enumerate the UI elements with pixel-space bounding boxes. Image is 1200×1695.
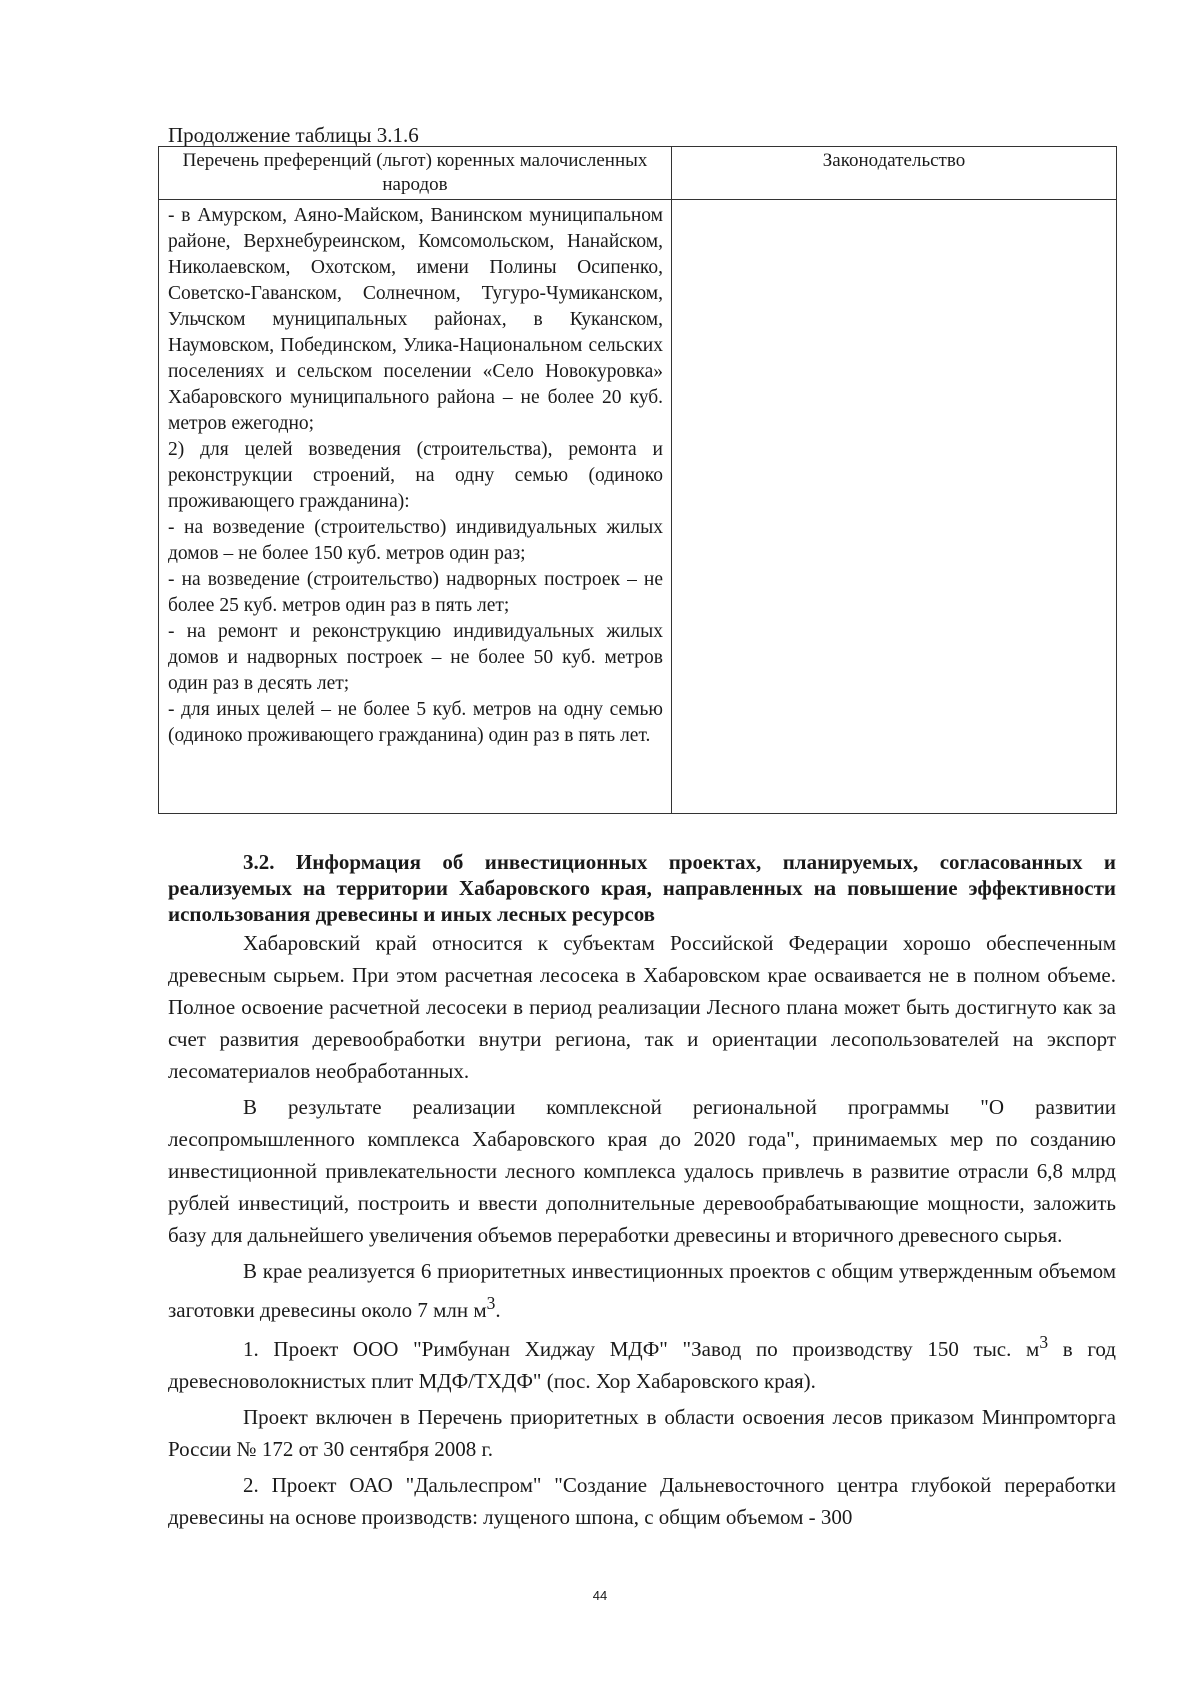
preferences-table: [158, 146, 1117, 814]
cell-paragraph: 2) для целей возведения (строительства), ремонта и реконструкции строений, на одну семью (одиноко проживающего гражданина):: [168, 439, 663, 512]
cell-paragraph: - на возведение (строительство) индивидуальных жилых домов – не более 150 куб. метров один раз;: [168, 517, 663, 564]
body-paragraph: [168, 1326, 1116, 1397]
cell-paragraph: - на ремонт и реконструкцию индивидуальных жилых домов и надворных построек – не более 50 куб. метров один раз в десять лет;: [168, 621, 663, 694]
preferences-cell: [159, 200, 672, 814]
header-preferences: Перечень преференций (льгот) коренных малочисленных народов: [159, 147, 672, 200]
cell-paragraph: - на возведение (строительство) надворных построек – не более 25 куб. метров один раз в пять лет;: [168, 569, 663, 616]
page-number: 44: [592, 1588, 608, 1603]
text-span: В крае реализуется 6 приоритетных инвестиционных проектов с общим утвержденным объемом заготовки древесины около 7 млн м: [168, 1259, 1116, 1322]
body-paragraph: Проект включен в Перечень приоритетных в области освоения лесов приказом Минпромторга России № 172 от 30 сентября 2008 г.: [168, 1405, 1116, 1461]
table-header-row: [159, 147, 1117, 200]
header-legislation: Законодательство: [672, 147, 1117, 200]
section-3-2: [168, 849, 1116, 1533]
superscript: 3: [486, 1293, 496, 1313]
body-paragraph: [168, 1255, 1116, 1326]
table-row: [159, 200, 1117, 814]
legislation-cell: [672, 200, 1117, 814]
text-span: .: [495, 1298, 501, 1322]
section-heading: 3.2. Информация об инвестиционных проектах, планируемых, согласованных и реализуемых на территории Хабаровского края, направленных на повышение эффективности использования древесины и иных лесных ресурсов: [168, 850, 1116, 926]
text-span: 1. Проект ООО "Римбунан Хиджау МДФ" "Завод по производству 150 тыс. м: [243, 1337, 1040, 1361]
cell-paragraph: - для иных целей – не более 5 куб. метров на одну семью (одиноко проживающего гражданина) один раз в пять лет.: [168, 699, 663, 746]
body-paragraph: 2. Проект ОАО "Дальлеспром" "Создание Дальневосточного центра глубокой переработки древесины на основе производств: лущеного шпона, с общим объемом - 300: [168, 1473, 1116, 1529]
body-paragraph: Хабаровский край относится к субъектам Российской Федерации хорошо обеспеченным древесным сырьем. При этом расчетная лесосека в Хабаровском крае осваивается не в полном объеме. Полное освоение расчетной лесосеки в период реализации Лесного плана может быть достигнуто как за счет развития деревообработки внутри региона, так и ориентации лесопользователей на экспорт лесоматериалов необработанных.: [168, 931, 1116, 1083]
text-span: в год древесноволокнистых плит МДФ/ТХДФ" (пос. Хор Хабаровского края).: [168, 1337, 1116, 1393]
table-caption: Продолжение таблицы 3.1.6: [168, 123, 419, 147]
cell-paragraph: - в Амурском, Аяно-Майском, Ванинском муниципальном районе, Верхнебуреинском, Комсомольском, Нанайском, Николаевском, Охотском, имени Полины Осипенко, Советско-Гаванском, Солнечном, Тугуро-Чумиканском, Ульчском муниципальных районах, в Куканском, Наумовском, Побединском, Улика-Национальном сельских поселениях и сельском поселении «Село Новокуровка» Хабаровского муниципального района – не более 20 куб. метров ежегодно;: [168, 205, 663, 434]
body-paragraph: В результате реализации комплексной региональной программы "О развитии лесопромышленного комплекса Хабаровского края до 2020 года", принимаемых мер по созданию инвестиционной привлекательности лесного комплекса удалось привлечь в развитие отрасли 6,8 млрд рублей инвестиций, построить и ввести дополнительные деревообрабатывающие мощности, заложить базу для дальнейшего увеличения объемов переработки древесины и вторичного древесного сырья.: [168, 1095, 1116, 1247]
superscript: 3: [1039, 1332, 1049, 1352]
